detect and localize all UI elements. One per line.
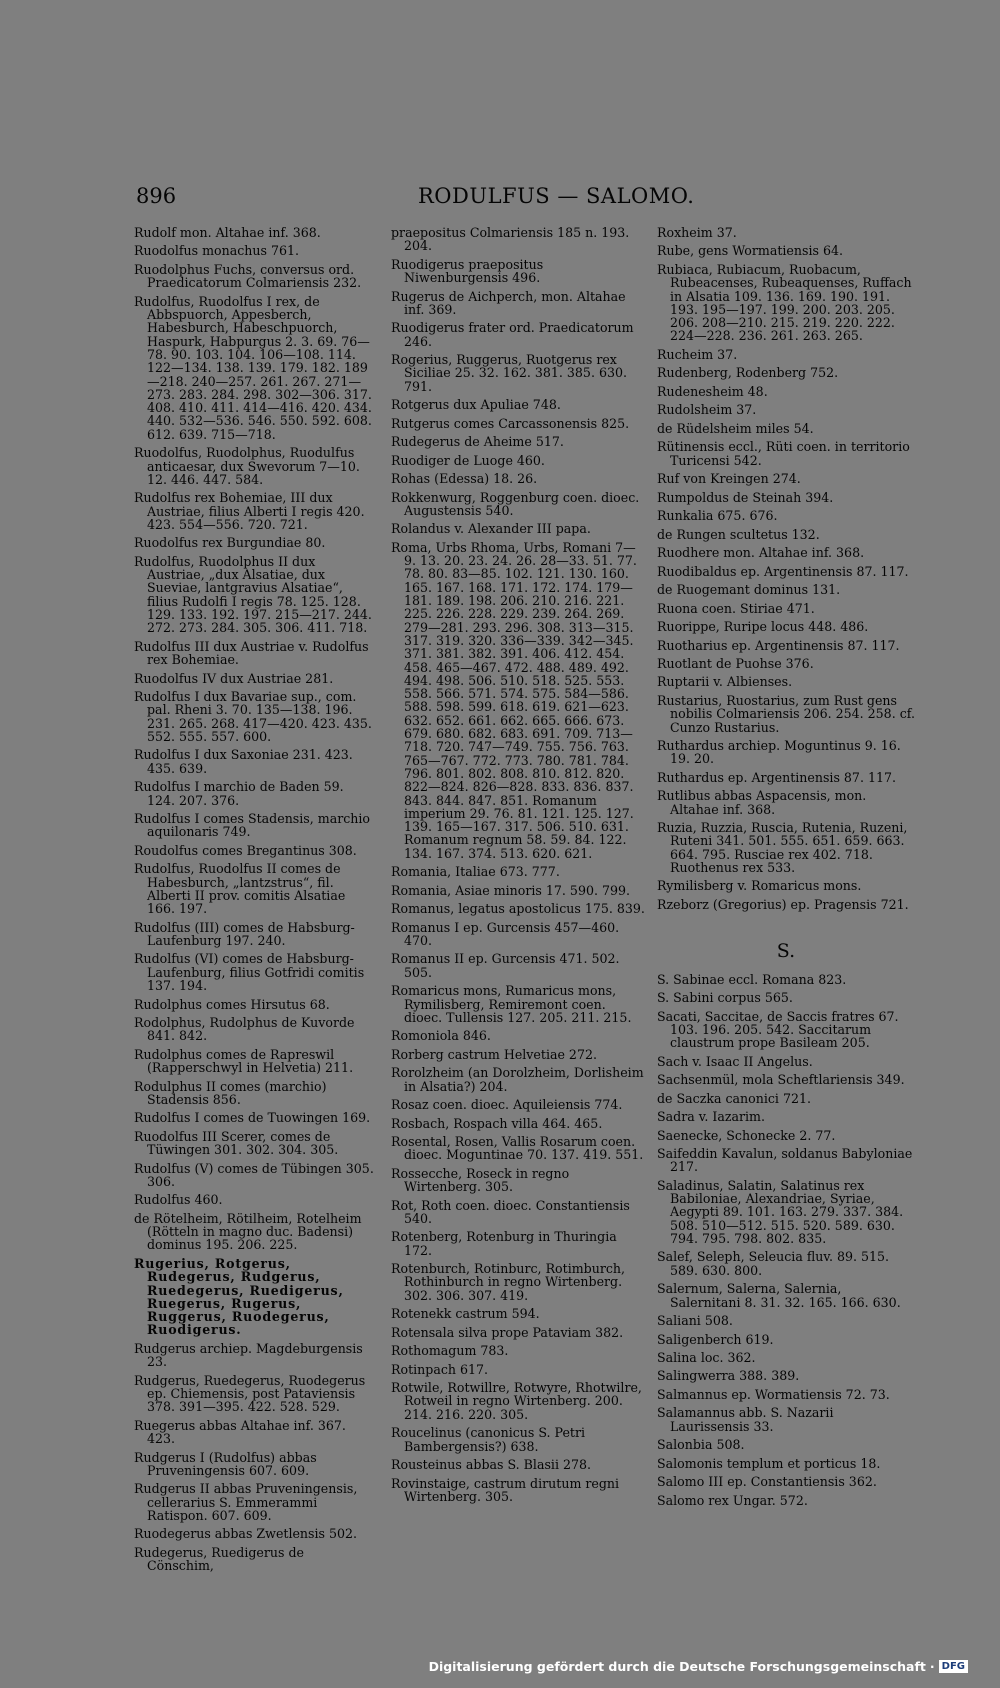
index-entry: Rubiaca, Rubiacum, Ruobacum, Rubeacenses, Rubeaquenses, Ruffach in Alsatia 109. 136. 169. 190. 191. 193. 195—197. 199. 200. 203. 205. 206. 208—210. 215. 219. 220. 222. 224—228. 236. 261. 263. 265. xyxy=(657,261,912,344)
index-entry: Ruodibaldus ep. Argentinensis 87. 117. xyxy=(657,563,909,579)
index-entry: Salernum, Salerna, Salernia, Salernitani 8. 31. 32. 165. 166. 630. xyxy=(657,1281,901,1310)
index-entry: Rolandus v. Alexander III papa. xyxy=(391,521,591,537)
index-entry: Ruodolfus III Scerer, comes de Tüwingen 301. 302. 304. 305. xyxy=(134,1128,339,1158)
index-entry: Rotenekk castrum 594. xyxy=(391,1306,540,1322)
index-column-left xyxy=(134,226,374,1578)
index-entry: Romaricus mons, Rumaricus mons, Rymilisberg, Remiremont coen. dioec. Tullensis 127. 205. 211. 215. xyxy=(391,983,632,1025)
index-entry: Rudgerus II abbas Pruveningensis, cellerarius S. Emmerammi Ratispon. 607. 609. xyxy=(134,1481,358,1523)
index-entry: Rudenberg, Rodenberg 752. xyxy=(657,365,839,381)
index-entry: Salomonis templum et porticus 18. xyxy=(657,1455,881,1471)
index-entry: Salingwerra 388. 389. xyxy=(657,1368,800,1384)
index-entry: Rovinstaige, castrum dirutum regni Wirtenberg. 305. xyxy=(391,1475,620,1504)
index-entry: Rudolfus 460. xyxy=(134,1192,223,1208)
index-entry: Rudolfus I comes de Tuowingen 169. xyxy=(134,1110,371,1126)
index-entry: Ruodolfus, Ruodolphus, Ruodulfus anticaesar, dux Swevorum 7—10. 12. 446. 447. 584. xyxy=(134,445,360,487)
index-entry: Salmannus ep. Wormatiensis 72. 73. xyxy=(657,1386,890,1402)
index-entry: Ruthardus ep. Argentinensis 87. 117. xyxy=(657,769,896,785)
dfg-logo: DFG xyxy=(939,1660,968,1673)
index-entry: Salonbia 508. xyxy=(657,1437,745,1453)
index-entry: Roucelinus (canonicus S. Petri Bambergensis?) 638. xyxy=(391,1425,586,1454)
index-entry: S. Sabini corpus 565. xyxy=(657,990,793,1006)
index-entry: Rudolphus comes Hirsutus 68. xyxy=(134,996,330,1012)
index-entry: de Rüdelsheim miles 54. xyxy=(657,420,814,436)
index-entry: Ruodigerus frater ord. Praedicatorum 246. xyxy=(391,320,634,349)
index-entry: Sadra v. Iazarim. xyxy=(657,1109,765,1125)
index-entry: Salomo III ep. Constantiensis 362. xyxy=(657,1474,877,1490)
index-entry: Rogerius, Ruggerus, Ruotgerus rex Siciliae 25. 32. 162. 381. 385. 630. 791. xyxy=(391,352,627,394)
index-entry: Rotgerus dux Apuliae 748. xyxy=(391,397,561,413)
index-entry: Rokkenwurg, Roggenburg coen. dioec. Augustensis 540. xyxy=(391,489,640,518)
index-entry: Ruodolfus monachus 761. xyxy=(134,243,300,259)
index-entry: Salamannus abb. S. Nazarii Laurissensis 33. xyxy=(657,1405,834,1434)
index-entry: Rudolfus, Ruodolfus I rex, de Abbspuorch, Appesberch, Habesburch, Habeschpuorch, Haspurk, Habpurgus 2. 3. 69. 76—78. 90. 103. 104. 106—108. 114. 122—134. 138. 139. 179. 182. 189—218. 240—257. 261. 267. 271—273. 283. 284. 298. 302—306. 317. 408. 410. 411. 414—416. 420. 434. 440. 532—536. 546. 550. 592. 608. 612. 639. 715—718. xyxy=(134,293,372,442)
index-entry: Ruptarii v. Albienses. xyxy=(657,674,793,690)
index-entry: Ruorippe, Ruripe locus 448. 486. xyxy=(657,619,869,635)
index-entry: Romania, Italiae 673. 777. xyxy=(391,864,560,880)
index-entry: Salina loc. 362. xyxy=(657,1349,756,1365)
index-entry: Rohas (Edessa) 18. 26. xyxy=(391,471,538,487)
index-entry: Rudolfus III dux Austriae v. Rudolfus rex Bohemiae. xyxy=(134,638,369,668)
index-entry: Rudolsheim 37. xyxy=(657,402,757,418)
index-entry: Rudolfus (VI) comes de Habsburg-Laufenburg, filius Gotfridi comitis 137. 194. xyxy=(134,951,365,994)
index-entry: Rotwile, Rotwillre, Rotwyre, Rhotwilre, Rotweil in regno Wirtenberg. 200. 214. 216. 220. 305. xyxy=(391,1380,642,1422)
index-entry: Ruzia, Ruzzia, Ruscia, Rutenia, Ruzeni, Ruteni 341. 501. 555. 651. 659. 663. 664. 795. Rusciae rex 402. 718. Ruothenus rex 533. xyxy=(657,820,908,875)
index-entry: Rot, Roth coen. dioec. Constantiensis 540. xyxy=(391,1197,630,1226)
index-entry: Rotinpach 617. xyxy=(391,1361,489,1377)
index-entry: Ruodolphus Fuchs, conversus ord. Praedicatorum Colmariensis 232. xyxy=(134,261,362,291)
index-entry: Ruodiger de Luoge 460. xyxy=(391,452,545,468)
index-entry: Rosental, Rosen, Vallis Rosarum coen. dioec. Moguntinae 70. 137. 419. 551. xyxy=(391,1134,644,1163)
index-entry: de Ruogemant dominus 131. xyxy=(657,582,841,598)
index-entry: Ruthardus archiep. Moguntinus 9. 16. 19. 20. xyxy=(657,738,901,767)
index-entry: Salef, Seleph, Seleucia fluv. 89. 515. 589. 630. 800. xyxy=(657,1249,890,1278)
index-entry: Romania, Asiae minoris 17. 590. 799. xyxy=(391,882,631,898)
index-entry: de Rötelheim, Rötilheim, Rotelheim (Rötteln in magno duc. Badensi) dominus 195. 206. 225. xyxy=(134,1210,362,1253)
index-entry: Rustarius, Ruostarius, zum Rust gens nobilis Colmariensis 206. 254. 258. cf. Cunzo Rustarius. xyxy=(657,692,915,735)
index-entry: Rudegerus, Ruedigerus de Cönschim, xyxy=(134,1544,304,1574)
index-entry: Ruodigerus praepositus Niwenburgensis 496. xyxy=(391,256,544,286)
index-entry: Rotenberg, Rotenburg in Thuringia 172. xyxy=(391,1229,617,1258)
index-entry: Rutlibus abbas Aspacensis, mon. Altahae inf. 368. xyxy=(657,788,867,817)
index-entry: praepositus Colmariensis 185 n. 193. 204. xyxy=(391,225,630,254)
index-entry: Rudolfus (III) comes de Habsburg-Laufenburg 197. 240. xyxy=(134,919,355,948)
index-entry: Rube, gens Wormatiensis 64. xyxy=(657,243,843,259)
index-entry: Rudolfus I marchio de Baden 59. 124. 207. 376. xyxy=(134,779,344,808)
index-entry: Roxheim 37. xyxy=(657,225,737,240)
index-entry: Runkalia 675. 676. xyxy=(657,508,778,524)
index-entry: Rudolfus I dux Bavariae sup., com. pal. Rheni 3. 70. 135—138. 196. 231. 265. 268. 417—420. 423. 435. 552. 555. 557. 600. xyxy=(134,689,372,744)
page-number: 896 xyxy=(136,184,177,208)
index-entry: Rumpoldus de Steinah 394. xyxy=(657,489,834,505)
index-entry: Rudgerus I (Rudolfus) abbas Pruveningensis 607. 609. xyxy=(134,1449,317,1478)
index-entry: Rucheim 37. xyxy=(657,346,738,362)
index-entry: Ruodolfus rex Burgundiae 80. xyxy=(134,535,326,551)
index-entry: Sacati, Saccitae, de Saccis fratres 67. 103. 196. 205. 542. Saccitarum claustrum prope Basileam 205. xyxy=(657,1008,899,1051)
index-entry: Rugerius, Rotgerus, Rudegerus, Rudgerus, Ruedegerus, Ruedigerus, Ruegerus, Rugerus, Ruggerus, Ruodegerus, Ruodigerus. xyxy=(134,1255,344,1338)
index-entry: Roma, Urbs Rhoma, Urbs, Romani 7—9. 13. 20. 23. 24. 26. 28—33. 51. 77. 78. 80. 83—85. 102. 121. 130. 160. 165. 167. 168. 171. 172. 174. 179—181. 189. 198. 206. 210. 216. 221. 225. 226. 228. 229. 239. 264. 269. 279—281. 293. 296. 308. 313—315. 317. 319. 320. 336—339. 342—345. 371. 381. 382. 391. 406. 412. 454. 458. 465—467. 472. 488. 489. 492. 494. 498. 506. 510. 518. 525. 553. 558. 566. 571. 574. 575. 584—586. 588. 598. 599. 618. 619. 621—623. 632. 652. 661. 662. 665. 666. 673. 679. 680. 682. 683. 691. 709. 713—718. 720. 747—749. 755. 756. 763. 765—767. 772. 773. 780. 781. 784. 796. 801. 802. 808. 810. 812. 820. 822—824. 826—828. 833. 836. 837. 843. 844. 847. 851. Romanum imperium 29. 76. 81. 121. 125. 127. 139. 165—167. 317. 506. 510. 631. Romanum regnum 58. 59. 84. 122. 134. 167. 374. 513. 620. 621. xyxy=(391,539,637,861)
index-entry: Ruegerus abbas Altahae inf. 367. 423. xyxy=(134,1417,346,1447)
index-column-right xyxy=(657,226,915,1512)
index-entry: Rudolfus I dux Saxoniae 231. 423. 435. 639. xyxy=(134,747,353,776)
index-entry: Rudolfus, Ruodolphus II dux Austriae, „dux Alsatiae, dux Sueviae, lantgravius Alsatiae“, filius Rudolfi I regis 78. 125. 128. 129. 133. 192. 197. 215—217. 244. 272. 273. 284. 305. 306. 411. 718. xyxy=(134,553,372,636)
index-entry: Saifeddin Kavalun, soldanus Babyloniae 217. xyxy=(657,1146,913,1175)
index-entry: Rotensala silva prope Pataviam 382. xyxy=(391,1324,624,1340)
index-column-middle xyxy=(391,226,647,1508)
index-entry: Sach v. Isaac II Angelus. xyxy=(657,1053,813,1069)
running-head: RODULFUS — SALOMO. xyxy=(418,184,695,208)
index-entry: Saenecke, Schonecke 2. 77. xyxy=(657,1127,836,1143)
index-entry: Saliani 508. xyxy=(657,1313,733,1329)
index-entry: Rudolfus I comes Stadensis, marchio aquilonaris 749. xyxy=(134,811,371,840)
index-entry: Rousteinus abbas S. Blasii 278. xyxy=(391,1457,592,1473)
index-entry: Romanus, legatus apostolicus 175. 839. xyxy=(391,901,645,917)
index-entry: Rutgerus comes Carcassonensis 825. xyxy=(391,415,630,431)
index-entry: Rodolphus, Rudolphus de Kuvorde 841. 842. xyxy=(134,1015,355,1044)
index-entry: Rodulphus II comes (marchio) Stadensis 856. xyxy=(134,1078,327,1107)
index-entry: Rudegerus de Aheime 517. xyxy=(391,434,564,450)
index-entry: Salomo rex Ungar. 572. xyxy=(657,1492,808,1508)
index-entry: Rorolzheim (an Dorolzheim, Dorlisheim in Alsatia?) 204. xyxy=(391,1065,644,1094)
index-entry: Romanus II ep. Gurcensis 471. 502. 505. xyxy=(391,951,620,980)
index-entry: Rudenesheim 48. xyxy=(657,383,768,399)
index-entry: Ruona coen. Stiriae 471. xyxy=(657,600,815,616)
index-entry: Sachsenmül, mola Scheftlariensis 349. xyxy=(657,1072,905,1088)
index-entry: Rzeborz (Gregorius) ep. Pragensis 721. xyxy=(657,896,909,912)
index-entry: S. Sabinae eccl. Romana 823. xyxy=(657,971,847,987)
index-entry: Rotenburch, Rotinburc, Rotimburch, Rothinburch in regno Wirtenberg. 302. 306. 307. 419. xyxy=(391,1261,626,1303)
index-entry: Rossecche, Roseck in regno Wirtenberg. 305. xyxy=(391,1165,570,1195)
index-entry: Roudolfus comes Bregantinus 308. xyxy=(134,842,357,858)
index-entry: Rudgerus, Ruedegerus, Ruodegerus ep. Chiemensis, post Pataviensis 378. 391—395. 422. 528. 529. xyxy=(134,1372,366,1415)
index-entry: Ruf von Kreingen 274. xyxy=(657,471,801,487)
footer-credit: Digitalisierung gefördert durch die Deutsche Forschungsgemeinschaft · DFG xyxy=(429,1659,968,1674)
section-letter: S. xyxy=(776,940,796,963)
index-entry: Rorberg castrum Helvetiae 272. xyxy=(391,1046,597,1062)
index-entry: Ruodolfus IV dux Austriae 281. xyxy=(134,670,334,686)
index-entry: Romanus I ep. Gurcensis 457—460. 470. xyxy=(391,919,620,948)
index-entry: Rudolphus comes de Rapreswil (Rapperschwyl in Helvetia) 211. xyxy=(134,1046,354,1076)
index-entry: de Saczka canonici 721. xyxy=(657,1090,812,1106)
index-entry: de Rungen scultetus 132. xyxy=(657,526,820,542)
index-entry: Rudolfus (V) comes de Tübingen 305. 306. xyxy=(134,1160,374,1189)
index-entry: Romoniola 846. xyxy=(391,1028,491,1044)
index-entry: Rothomagum 783. xyxy=(391,1343,509,1359)
index-entry: Rudgerus archiep. Magdeburgensis 23. xyxy=(134,1340,363,1370)
index-entry: Rosaz coen. dioec. Aquileiensis 774. xyxy=(391,1097,623,1113)
footer-text: Digitalisierung gefördert durch die Deutsche Forschungsgemeinschaft xyxy=(428,1659,926,1674)
index-entry: Rudolfus, Ruodolfus II comes de Habesburch, „lantzstrus“, fil. Alberti II prov. comitis Alsatiae 166. 197. xyxy=(134,861,346,917)
index-entry: Ruodhere mon. Altahae inf. 368. xyxy=(657,545,865,561)
index-entry: Rütinensis eccl., Rüti coen. in territorio Turicensi 542. xyxy=(657,439,910,468)
index-entry: Saladinus, Salatin, Salatinus rex Babiloniae, Alexandriae, Syriae, Aegypti 89. 101. 163. 279. 337. 384. 508. 510—512. 515. 520. 589. 630. 794. 795. 798. 802. 835. xyxy=(657,1177,904,1246)
index-entry: Rugerus de Aichperch, mon. Altahae inf. 369. xyxy=(391,288,626,317)
index-entry: Ruodegerus abbas Zwetlensis 502. xyxy=(134,1526,358,1542)
index-entry: Rudolfus rex Bohemiae, III dux Austriae, filius Alberti I regis 420. 423. 554—556. 720. 721. xyxy=(134,490,365,532)
index-entry: Saligenberch 619. xyxy=(657,1331,774,1347)
index-entry: Ruotharius ep. Argentinensis 87. 117. xyxy=(657,637,900,653)
index-entry: Rosbach, Rospach villa 464. 465. xyxy=(391,1115,603,1131)
index-entry: Rudolf mon. Altahae inf. 368. xyxy=(134,225,321,240)
index-entry: Ruotlant de Puohse 376. xyxy=(657,655,814,671)
index-entry: Rymilisberg v. Romaricus mons. xyxy=(657,878,862,894)
